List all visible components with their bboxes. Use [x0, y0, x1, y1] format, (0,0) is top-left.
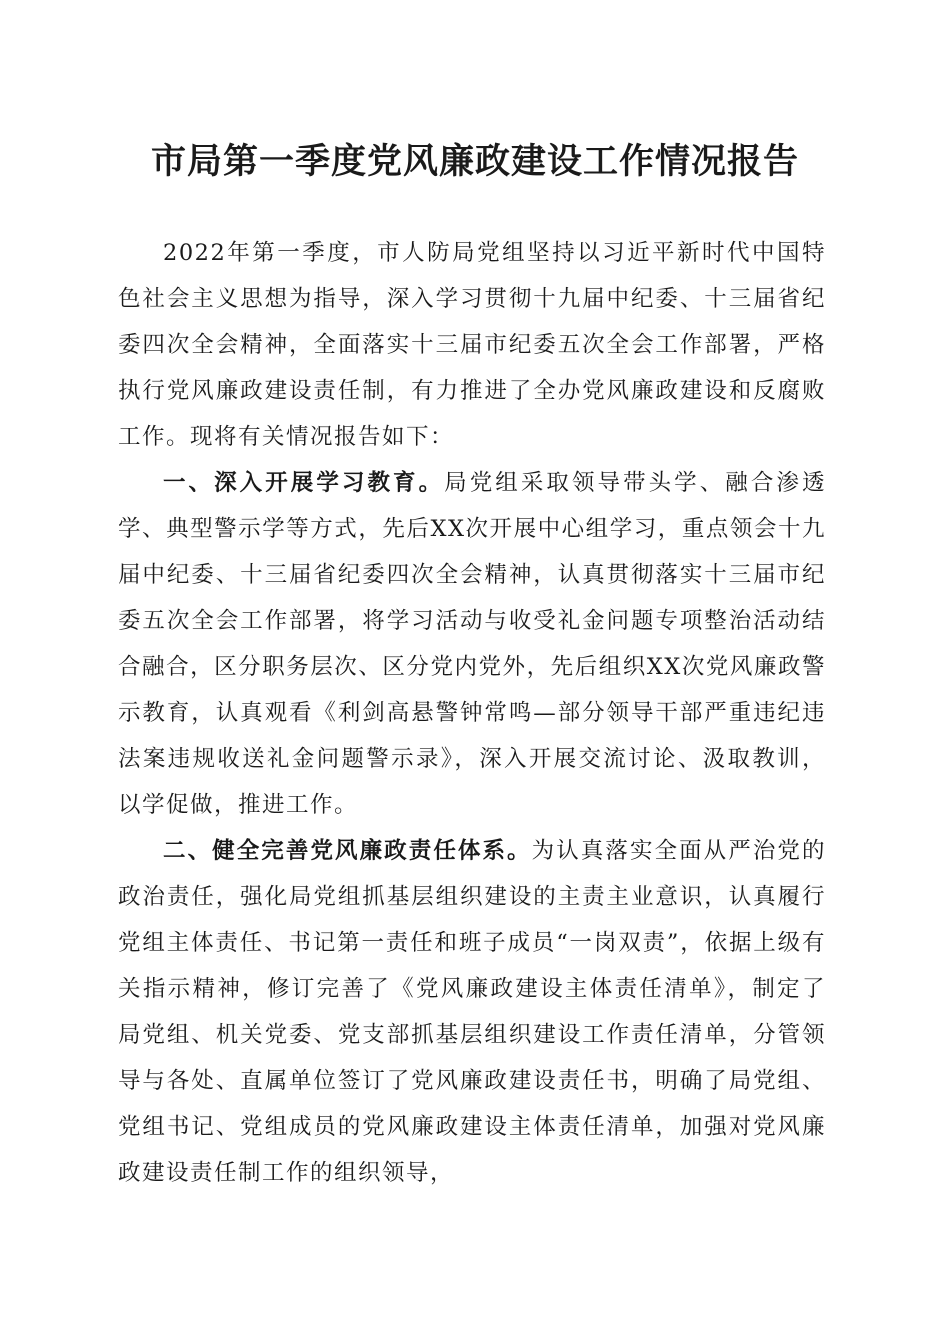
- section-1-paragraph: [118, 460, 826, 828]
- section-1-heading: 一、深入开展学习教育。: [163, 470, 445, 496]
- paragraph-text: 2022年第一季度，市人防局党组坚持以习近平新时代中国特色社会主义思想为指导，深入学习贯彻十九届中纪委、十三届省纪委四次全会精神，全面落实十三届市纪委五次全会工作部署，严格执行党风廉政建设责任制，有力推进了全办党风廉政建设和反腐败工作。现将有关情况报告如下：: [118, 240, 826, 450]
- intro-paragraph: [118, 230, 826, 460]
- document-title: 市局第一季度党风廉政建设工作情况报告: [150, 141, 799, 182]
- section-2-paragraph: [118, 828, 826, 1196]
- section-1-text: 局党组采取领导带头学、融合渗透学、典型警示学等方式，先后XX次开展中心组学习，重点领会十九届中纪委、十三届省纪委四次全会精神，认真贯彻落实十三届市纪委五次全会工作部署，将学习活动与收受礼金问题专项整治活动结合融合，区分职务层次、区分党内党外，先后组织XX次党风廉政警示教育，认真观看《利剑高悬警钟常鸣—部分领导干部严重违纪违法案违规收送礼金问题警示录》，深入开展交流讨论、汲取教训，以学促做，推进工作。: [118, 470, 826, 818]
- document-body: [118, 230, 826, 1196]
- section-2-heading: 二、健全完善党风廉政责任体系。: [163, 838, 532, 864]
- section-2-text: 为认真落实全面从严治党的政治责任，强化局党组抓基层组织建设的主责主业意识，认真履行党组主体责任、书记第一责任和班子成员“一岗双责”，依据上级有关指示精神，修订完善了《党风廉政建设主体责任清单》，制定了局党组、机关党委、党支部抓基层组织建设工作责任清单，分管领导与各处、直属单位签订了党风廉政建设责任书，明确了局党组、党组书记、党组成员的党风廉政建设主体责任清单，加强对党风廉政建设责任制工作的组织领导，: [118, 838, 826, 1186]
